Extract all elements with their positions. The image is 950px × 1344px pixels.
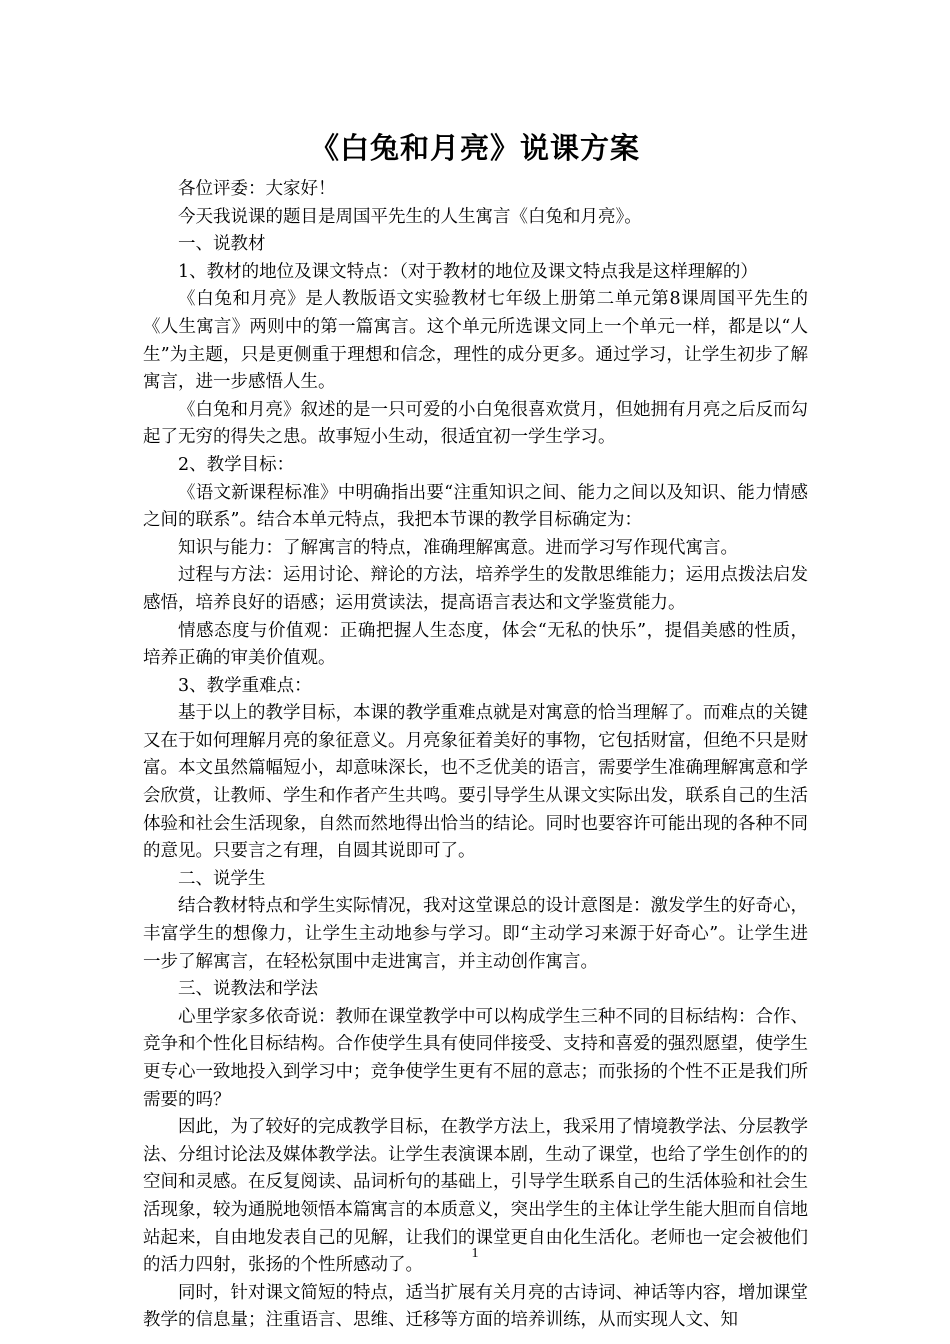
subheading-key-points: 3、教学重难点： xyxy=(178,675,312,696)
body-paragraph: 基于以上的教学目标，本课的教学重难点就是对寓意的恰当理解了。而难点的关键又在于如何理解月亮的象征意义。月亮象征着美好的事物，它包括财富，但绝不只是财富。本文虽然篇幅短小，却意味深长，也不乏优美的语言，需要学生准确理解寓意和学会欣赏，让教师、学生和作者产生共鸣。要引导学生从课文实际出发，联系自己的生活体验和社会生活现象，自然而然地得出恰当的结论。同时也要容许可能出现的各种不同的意见。只要言之有理，自圆其说即可了。 xyxy=(143,703,808,862)
subheading-textbook-status: 1、教材的地位及课文特点：（对于教材的地位及课文特点我是这样理解的） xyxy=(178,261,758,282)
body-paragraph: 过程与方法：运用讨论、辩论的方法，培养学生的发散思维能力；运用点拨法启发感悟，培养良好的语感；运用赏读法，提高语言表达和文学鉴赏能力。 xyxy=(143,565,808,613)
body-paragraph: 同时，针对课文简短的特点，适当扩展有关月亮的古诗词、神话等内容，增加课堂教学的信息量；注重语言、思维、迁移等方面的培养训练，从而实现人文、知 xyxy=(143,1282,808,1331)
body-paragraph: 《语文新课程标准》中明确指出要“注重知识之间、能力之间以及知识、能力情感之间的联系”。结合本单元特点，我把本节课的教学目标确定为： xyxy=(143,482,808,531)
body-paragraph: 《白兔和月亮》叙述的是一只可爱的小白兔很喜欢赏月，但她拥有月亮之后反而勾起了无穷的得失之患。故事短小生动，很适宜初一学生学习。 xyxy=(143,399,808,448)
body-paragraph: 结合教材特点和学生实际情况，我对这堂课总的设计意图是：激发学生的好奇心，丰富学生的想像力，让学生主动地参与学习。即“主动学习来源于好奇心”。让学生进一步了解寓言，在轻松氛围中走进寓言，并主动创作寓言。 xyxy=(143,896,808,972)
body-paragraph: 因此，为了较好的完成教学目标，在教学方法上，我采用了情境教学法、分层教学法、分组讨论法及媒体教学法。让学生表演课本剧，生动了课堂，也给了学生创作的的空间和灵感。在反复阅读、品词析句的基础上，引导学生联系自己的生活体验和社会生活现象，较为通脱地领悟本篇寓言的本质意义，突出学生的主体让学生能大胆而自信地站起来，自由地发表自己的见解，让我们的课堂更自由化生活化。老师也一定会被他们的活力四射，张扬的个性所感动了。 xyxy=(143,1117,808,1276)
section-heading-methods: 三、说教法和学法 xyxy=(178,979,318,1000)
page-number: 1 xyxy=(471,1246,479,1261)
section-heading-textbook: 一、说教材 xyxy=(178,234,266,255)
body-paragraph: 知识与能力：了解寓言的特点，准确理解寓意。进而学习写作现代寓言。 xyxy=(178,537,738,558)
subheading-teaching-goals: 2、教学目标： xyxy=(178,454,295,475)
body-paragraph: 《白兔和月亮》是人教版语文实验教材七年级上册第二单元第8课周国平先生的《人生寓言》两则中的第一篇寓言。这个单元所选课文同上一个单元一样，都是以“人生”为主题，只是更侧重于理想和信念，理性的成分更多。通过学习，让学生初步了解寓言，进一步感悟人生。 xyxy=(143,289,808,393)
greeting-paragraph: 各位评委：大家好！ xyxy=(178,179,336,199)
body-paragraph: 情感态度与价值观：正确把握人生态度，体会“无私的快乐”，提倡美感的性质，培养正确的审美价值观。 xyxy=(143,620,808,669)
section-heading-students: 二、说学生 xyxy=(178,868,266,889)
intro-paragraph: 今天我说课的题目是周国平先生的人生寓言《白兔和月亮》。 xyxy=(178,206,642,227)
body-paragraph: 心里学家多依奇说：教师在课堂教学中可以构成学生三种不同的目标结构：合作、竞争和个性化目标结构。合作使学生具有使同伴接受、支持和喜爱的强烈愿望，使学生更专心一致地投入到学习中；竞争使学生更有不屈的意志；而张扬的个性不正是我们所需要的吗？ xyxy=(143,1006,808,1110)
document-title: 《白兔和月亮》说课方案 xyxy=(309,131,640,165)
document-body xyxy=(143,176,808,1335)
